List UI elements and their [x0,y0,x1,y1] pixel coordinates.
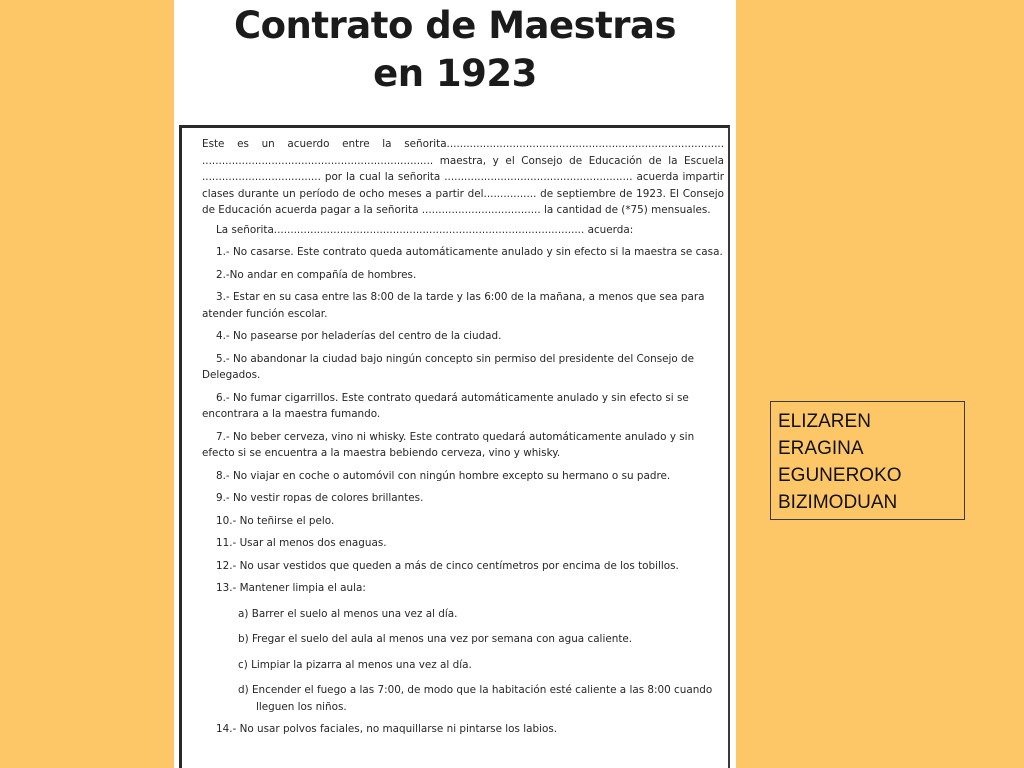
clause-13-d: d) Encender el fuego a las 7:00, de modo que la habitación esté caliente a las 8:00 cuando lleguen los niños. [238,684,713,713]
clause-13: 13.- Mantener limpia el aula: [216,582,366,594]
caption-line-4: BIZIMODUAN [778,492,898,513]
title-line-1: Contrato de Maestras [233,4,677,47]
clause-10: 10.- No teñirse el pelo. [216,514,335,527]
contract-title [174,2,736,98]
caption-line-1: ELIZAREN [778,411,871,432]
caption-line-3: EGUNEROKO [778,465,902,486]
clause-13-b: b) Fregar el suelo del aula al menos una vez por semana con agua caliente. [238,633,633,645]
clause-12: 12.- No usar vestidos que queden a más de cinco centímetros por encima de los tobillos. [216,559,679,572]
caption-line-2: ERAGINA [778,438,864,459]
contract-scan-image [174,0,736,768]
contract-body [202,136,724,738]
title-line-2: en 1923 [373,52,537,95]
clause-3: 3.- Estar en su casa entre las 8:00 de la tarde y las 6:00 de la mañana, a menos que sea para atender función escolar. [202,291,705,320]
caption-box [770,401,965,520]
clause-1: 1.- No casarse. Este contrato queda automáticamente anulado y sin efecto si la maestra se casa. [216,246,723,258]
clause-9: 9.- No vestir ropas de colores brillantes. [216,492,424,504]
clause-13-a: a) Barrer el suelo al menos una vez al día. [238,607,458,620]
contract-frame [179,125,730,768]
clause-5: 5.- No abandonar la ciudad bajo ningún concepto sin permiso del presidente del Consejo de Delegados. [202,352,695,381]
clause-11: 11.- Usar al menos dos enaguas. [216,537,387,549]
clause-13-c: c) Limpiar la pizarra al menos una vez al día. [238,658,472,671]
clause-14: 14.- No usar polvos faciales, no maquillarse ni pintarse los labios. [216,723,558,735]
contract-intro: Este es un acuerdo entre la señorita.................................................................................... ...................................................................... maestra, y el Consejo de Educación de la Escuela .................................... por la cual la señorita ......................................................... acuerda impartir clases durante un período de ocho meses a partir del................ de septiembre de 1923. El Consejo de Educación acuerda pagar a la señorita .................................... la cantidad de (*75) mensuales. [202,138,724,216]
clause-4: 4.- No pasearse por heladerías del centro de la ciudad. [216,330,502,342]
clause-6: 6.- No fumar cigarrillos. Este contrato quedará automáticamente anulado y sin efecto si se encontrara a la maestra fumando. [202,391,689,420]
clause-8: 8.- No viajar en coche o automóvil con ningún hombre excepto su hermano o su padre. [216,469,671,482]
clause-7: 7.- No beber cerveza, vino ni whisky. Este contrato quedará automáticamente anulado y sin efecto si se encuentra a la maestra bebiendo cerveza, vino y whisky. [202,430,695,459]
agreement-line: La señorita.............................................................................................. acuerda: [216,223,634,236]
caption-text [771,402,964,516]
clause-2: 2.-No andar en compañía de hombres. [216,268,417,281]
